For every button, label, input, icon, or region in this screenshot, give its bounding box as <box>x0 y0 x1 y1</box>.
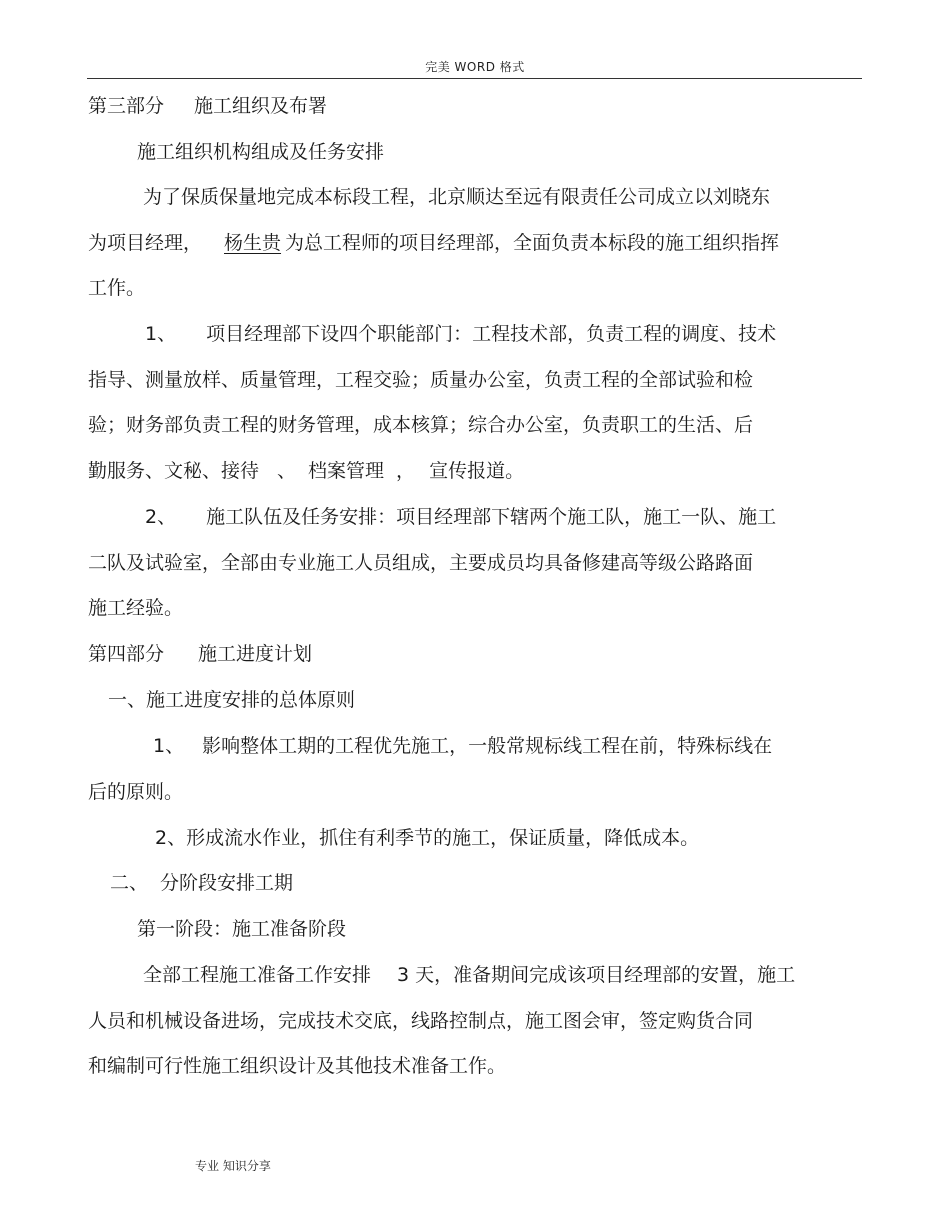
section1-heading: 一、施工进度安排的总体原则 <box>108 689 356 711</box>
paragraph-line: 工作。 <box>88 277 146 299</box>
list-number: 2、 <box>145 506 177 528</box>
paragraph-line <box>88 459 524 483</box>
paragraph-text: 为项目经理， <box>88 232 203 254</box>
paragraph-text: 宣传报道。 <box>429 460 525 482</box>
part4-title: 施工进度计划 <box>198 643 313 665</box>
part4-heading <box>88 642 312 666</box>
part3-title: 施工组织及布署 <box>194 95 328 117</box>
part4-number: 第四部分 <box>88 643 165 665</box>
paragraph-text: 3 天，准备期间完成该项目经理部的安置，施工 <box>397 964 796 986</box>
paragraph-text: 、 <box>277 460 297 482</box>
paragraph-line: 为了保质保量地完成本标段工程，北京顺达至远有限责任公司成立以刘晓东 <box>143 186 771 208</box>
list-text: 影响整体工期的工程优先施工，一般常规标线工程在前，特殊标线在 <box>202 735 773 757</box>
section2-title: 分阶段安排工期 <box>160 872 294 894</box>
principle-item-1 <box>153 734 772 758</box>
list-text: 施工队伍及任务安排：项目经理部下辖两个施工队，施工一队、施工 <box>206 506 777 528</box>
paragraph-text: 档案管理 <box>308 460 385 482</box>
page-footer: 专业 知识分享 <box>195 1159 271 1173</box>
header-divider <box>87 78 862 79</box>
paragraph-line: 二队及试验室，全部由专业施工人员组成，主要成员均具备修建高等级公路路面 <box>88 552 754 574</box>
list-number: 1、 <box>145 323 177 345</box>
section2-heading <box>110 871 293 895</box>
engineer-name: 杨生贵 <box>224 232 282 254</box>
paragraph-line: 验；财务部负责工程的财务管理，成本核算；综合办公室，负责职工的生活、后 <box>88 414 754 436</box>
paragraph-line <box>143 963 795 987</box>
paragraph-line: 后的原则。 <box>88 781 184 803</box>
list-text: 项目经理部下设四个职能部门：工程技术部，负责工程的调度、技术 <box>206 323 777 345</box>
paragraph-line: 和编制可行性施工组织设计及其他技术准备工作。 <box>88 1055 507 1077</box>
list-item-1 <box>145 322 776 346</box>
paragraph-line: 施工经验。 <box>88 597 184 619</box>
list-number: 1、 <box>153 735 185 757</box>
paragraph-text: ， <box>396 460 416 482</box>
paragraph-line: 指导、测量放样、质量管理，工程交验；质量办公室，负责工程的全部试验和检 <box>88 369 754 391</box>
part3-heading <box>88 94 327 118</box>
section2-number: 二、 <box>110 872 149 894</box>
stage1-heading: 第一阶段：施工准备阶段 <box>137 918 347 940</box>
page-header: 完美 WORD 格式 <box>425 60 525 74</box>
paragraph-line: 人员和机械设备进场，完成技术交底，线路控制点，施工图会审，签定购货合同 <box>88 1010 754 1032</box>
principle-item-2: 2、形成流水作业，抓住有利季节的施工，保证质量，降低成本。 <box>155 827 700 849</box>
list-item-2 <box>145 505 776 529</box>
part3-number: 第三部分 <box>88 95 165 117</box>
paragraph-text: 为总工程师的项目经理部，全面负责本标段的施工组织指挥 <box>285 232 780 254</box>
paragraph-text: 全部工程施工准备工作安排 <box>143 964 372 986</box>
subtitle-organization: 施工组织机构组成及任务安排 <box>137 141 385 163</box>
paragraph-text: 勤服务、文秘、接待 <box>88 460 260 482</box>
paragraph-line <box>88 231 779 255</box>
